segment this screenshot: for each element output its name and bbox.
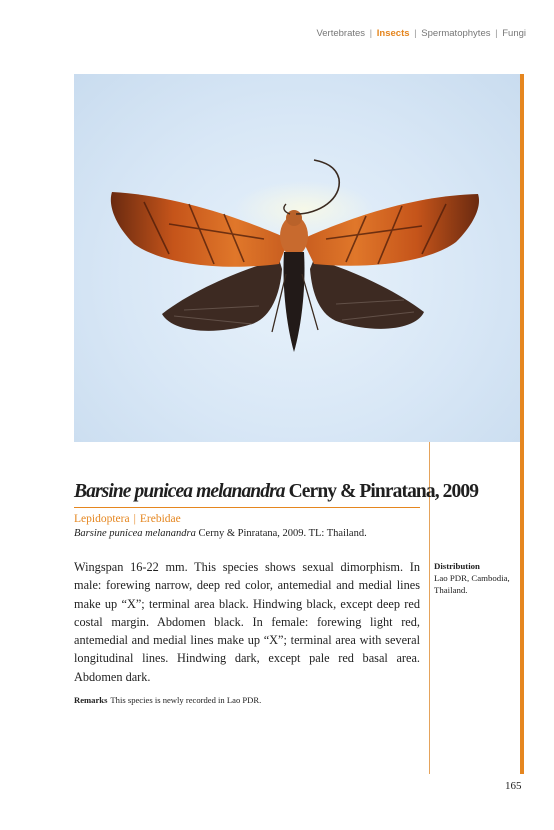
title-rule	[74, 507, 420, 508]
species-description: Wingspan 16-22 mm. This species shows sexual dimorphism. In male: forewing narrow, deep red color, antemedial and medial lines make up “X”; terminal area black. Hindwing black, except deep red costal margin. Abdomen black. In female: forewing light red, antemedial and medial lines make up “X”; terminal area with several longitudinal lines. Hindwing dark, except pale red basal area. Abdomen dark.	[74, 560, 420, 684]
order-name: Lepidoptera	[74, 513, 130, 525]
nav-vertebrates: Vertebrates	[316, 28, 366, 39]
species-title	[74, 481, 479, 503]
family-name: Erebidae	[139, 513, 181, 525]
moth-specimen-icon	[74, 74, 520, 442]
section-nav	[316, 28, 526, 39]
taxonomy-separator: |	[133, 513, 136, 525]
citation-scientific-name: Barsine punicea melanandra	[74, 528, 196, 539]
species-authority: Cerny & Pinratana, 2009	[288, 481, 479, 502]
species-scientific-name: Barsine punicea melanandra	[74, 481, 285, 502]
taxonomy-line	[74, 513, 181, 525]
nav-separator: |	[411, 28, 420, 39]
remarks-text: This species is newly recorded in Lao PDR.	[110, 695, 262, 705]
nav-separator: |	[492, 28, 501, 39]
nav-spermatophytes: Spermatophytes	[421, 28, 491, 39]
remarks-label: Remarks	[74, 695, 108, 705]
citation-details: Cerny & Pinratana, 2009. TL: Thailand.	[198, 528, 367, 539]
distribution-text: Lao PDR, Cambodia, Thailand.	[434, 573, 510, 595]
nav-separator: |	[367, 28, 375, 39]
citation-line	[74, 528, 367, 539]
distribution-label: Distribution	[434, 561, 480, 571]
specimen-photo	[74, 74, 520, 442]
nav-insects: Insects	[376, 28, 410, 39]
accent-side-bar	[520, 74, 524, 774]
remarks	[74, 695, 261, 705]
nav-fungi: Fungi	[502, 28, 526, 39]
page-number: 165	[505, 780, 522, 792]
